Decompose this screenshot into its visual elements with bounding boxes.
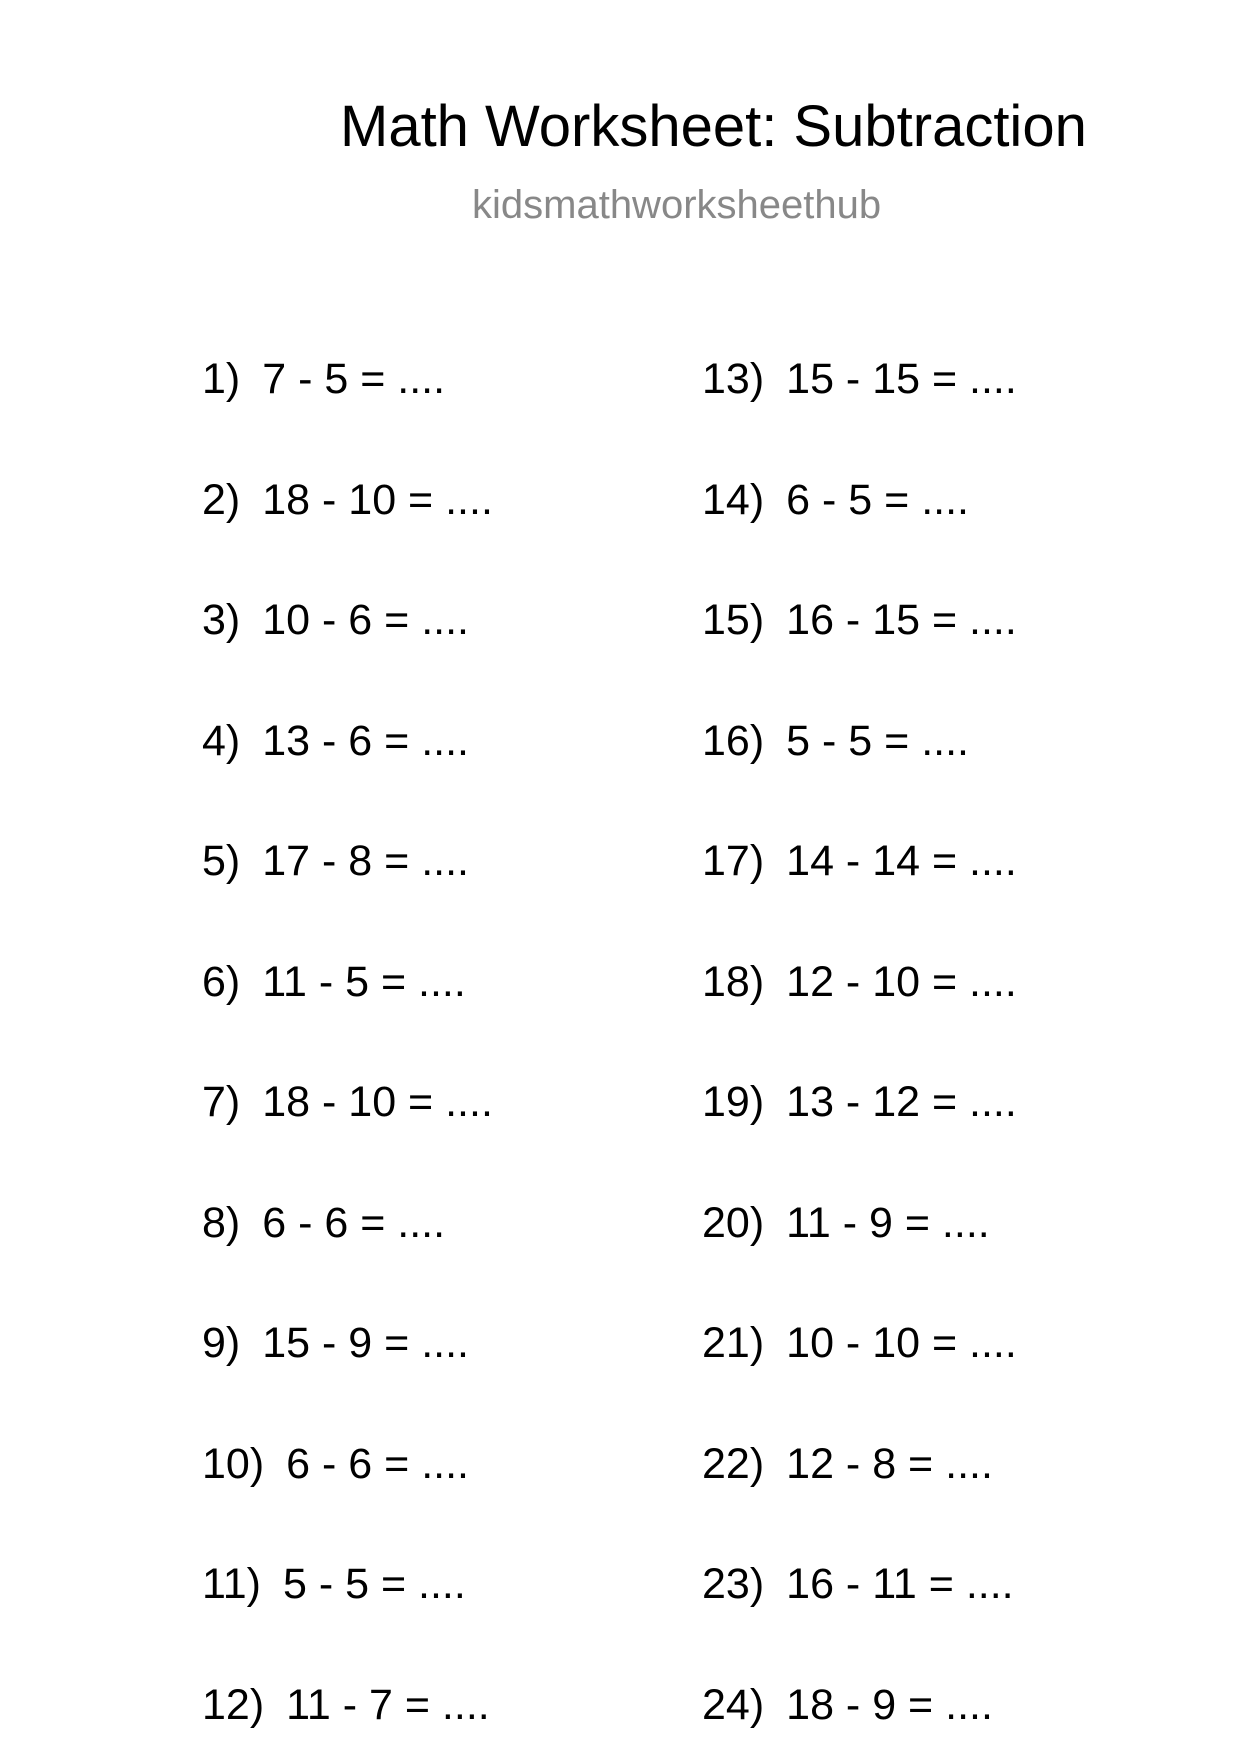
problem-expression: 13 - 6 = .... [262,717,469,765]
problem-item [702,1319,1017,1367]
problem-item [202,476,493,524]
problem-expression: 15 - 15 = .... [786,355,1017,403]
problem-expression: 18 - 10 = .... [262,476,493,524]
problem-number: 15) [702,596,765,644]
problem-item [202,958,466,1006]
problem-expression: 16 - 15 = .... [786,596,1017,644]
problem-expression: 14 - 14 = .... [786,837,1017,885]
problem-number: 2) [202,476,241,524]
problem-item [702,596,1017,644]
problem-number: 5) [202,837,241,885]
problem-number: 12) [202,1681,265,1729]
problem-expression: 11 - 7 = .... [286,1681,490,1729]
problem-item [202,596,469,644]
problem-expression: 11 - 9 = .... [786,1199,990,1247]
problem-number: 20) [702,1199,765,1247]
problem-expression: 18 - 9 = .... [786,1681,993,1729]
problem-expression: 6 - 6 = .... [262,1199,446,1247]
problem-number: 18) [702,958,765,1006]
problem-expression: 17 - 8 = .... [262,837,469,885]
problem-number: 22) [702,1440,765,1488]
problem-number: 4) [202,717,241,765]
problem-expression: 11 - 5 = .... [262,958,466,1006]
problem-expression: 7 - 5 = .... [262,355,446,403]
problem-item [702,837,1017,885]
problem-item [202,1560,466,1608]
problem-number: 9) [202,1319,241,1367]
problem-expression: 6 - 5 = .... [786,476,969,524]
problem-item [702,476,969,524]
problem-item [702,1199,990,1247]
problem-number: 11) [202,1560,261,1608]
problem-expression: 10 - 6 = .... [262,596,469,644]
problem-expression: 16 - 11 = .... [786,1560,1014,1608]
problem-expression: 12 - 8 = .... [786,1440,993,1488]
page-title: Math Worksheet: Subtraction [340,94,1087,159]
problem-number: 3) [202,596,241,644]
page-subtitle: kidsmathworksheethub [472,183,882,227]
problem-number: 1) [202,355,241,403]
problem-item [202,837,469,885]
problem-item [702,1681,993,1729]
problem-item [202,1681,490,1729]
problem-item [702,958,1017,1006]
problem-number: 14) [702,476,765,524]
problem-number: 8) [202,1199,241,1247]
problem-number: 21) [702,1319,765,1367]
problem-number: 13) [702,355,765,403]
problem-expression: 6 - 6 = .... [286,1440,469,1488]
problem-item [702,717,969,765]
problem-number: 10) [202,1440,265,1488]
problem-item [202,717,469,765]
problem-item [202,1199,446,1247]
problem-item [702,355,1017,403]
problem-item [202,1319,469,1367]
problem-number: 16) [702,717,765,765]
problem-item [702,1560,1014,1608]
problem-number: 7) [202,1078,241,1126]
problem-number: 17) [702,837,765,885]
problem-expression: 13 - 12 = .... [786,1078,1017,1126]
problem-item [702,1078,1017,1126]
problem-number: 19) [702,1078,765,1126]
problem-expression: 18 - 10 = .... [262,1078,493,1126]
problem-expression: 5 - 5 = .... [282,1560,466,1608]
problem-expression: 12 - 10 = .... [786,958,1017,1006]
problem-item [202,1440,469,1488]
problem-item [202,1078,493,1126]
problem-expression: 10 - 10 = .... [786,1319,1017,1367]
problem-expression: 5 - 5 = .... [786,717,969,765]
problem-number: 23) [702,1560,765,1608]
problem-number: 6) [202,958,241,1006]
problem-item [702,1440,993,1488]
problem-item [202,355,446,403]
problem-expression: 15 - 9 = .... [262,1319,469,1367]
problem-number: 24) [702,1681,765,1729]
